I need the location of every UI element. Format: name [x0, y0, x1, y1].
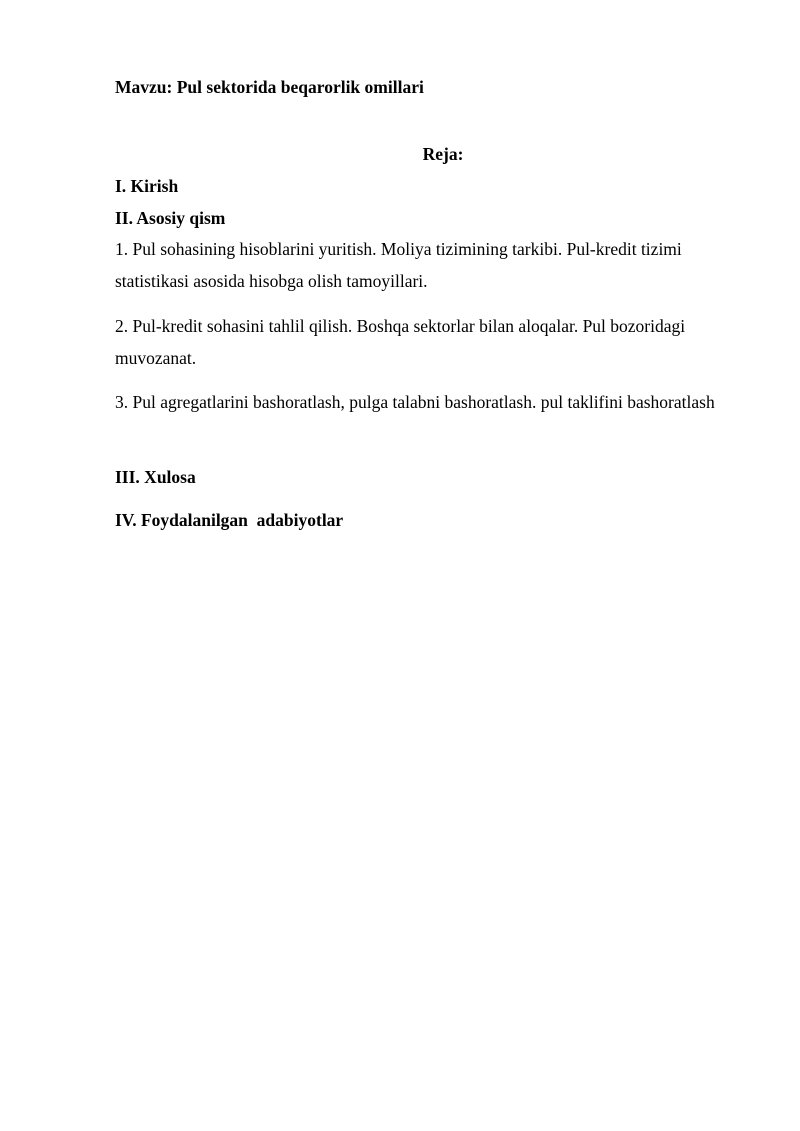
section-references: IV. Foydalanilgan adabiyotlar	[115, 510, 344, 530]
document-topic: Mavzu: Pul sektorida beqarorlik omillari	[115, 77, 424, 97]
plan-item-1: 1. Pul sohasining hisoblarini yuritish. Moliya tizimining tarkibi. Pul-kredit tizimi statistikasi asosida hisobga olish tamoyillari.	[115, 239, 682, 291]
plan-heading: Reja:	[422, 144, 464, 164]
section-introduction: I. Kirish	[115, 176, 179, 196]
plan-item-2: 2. Pul-kredit sohasini tahlil qilish. Boshqa sektorlar bilan aloqalar. Pul bozoridagi muvozanat.	[115, 316, 686, 368]
section-main: II. Asosiy qism	[115, 208, 226, 228]
section-conclusion: III. Xulosa	[115, 467, 196, 487]
plan-item-3: 3. Pul agregatlarini bashoratlash, pulga talabni bashoratlash. pul taklifini bashoratlash	[115, 392, 715, 412]
